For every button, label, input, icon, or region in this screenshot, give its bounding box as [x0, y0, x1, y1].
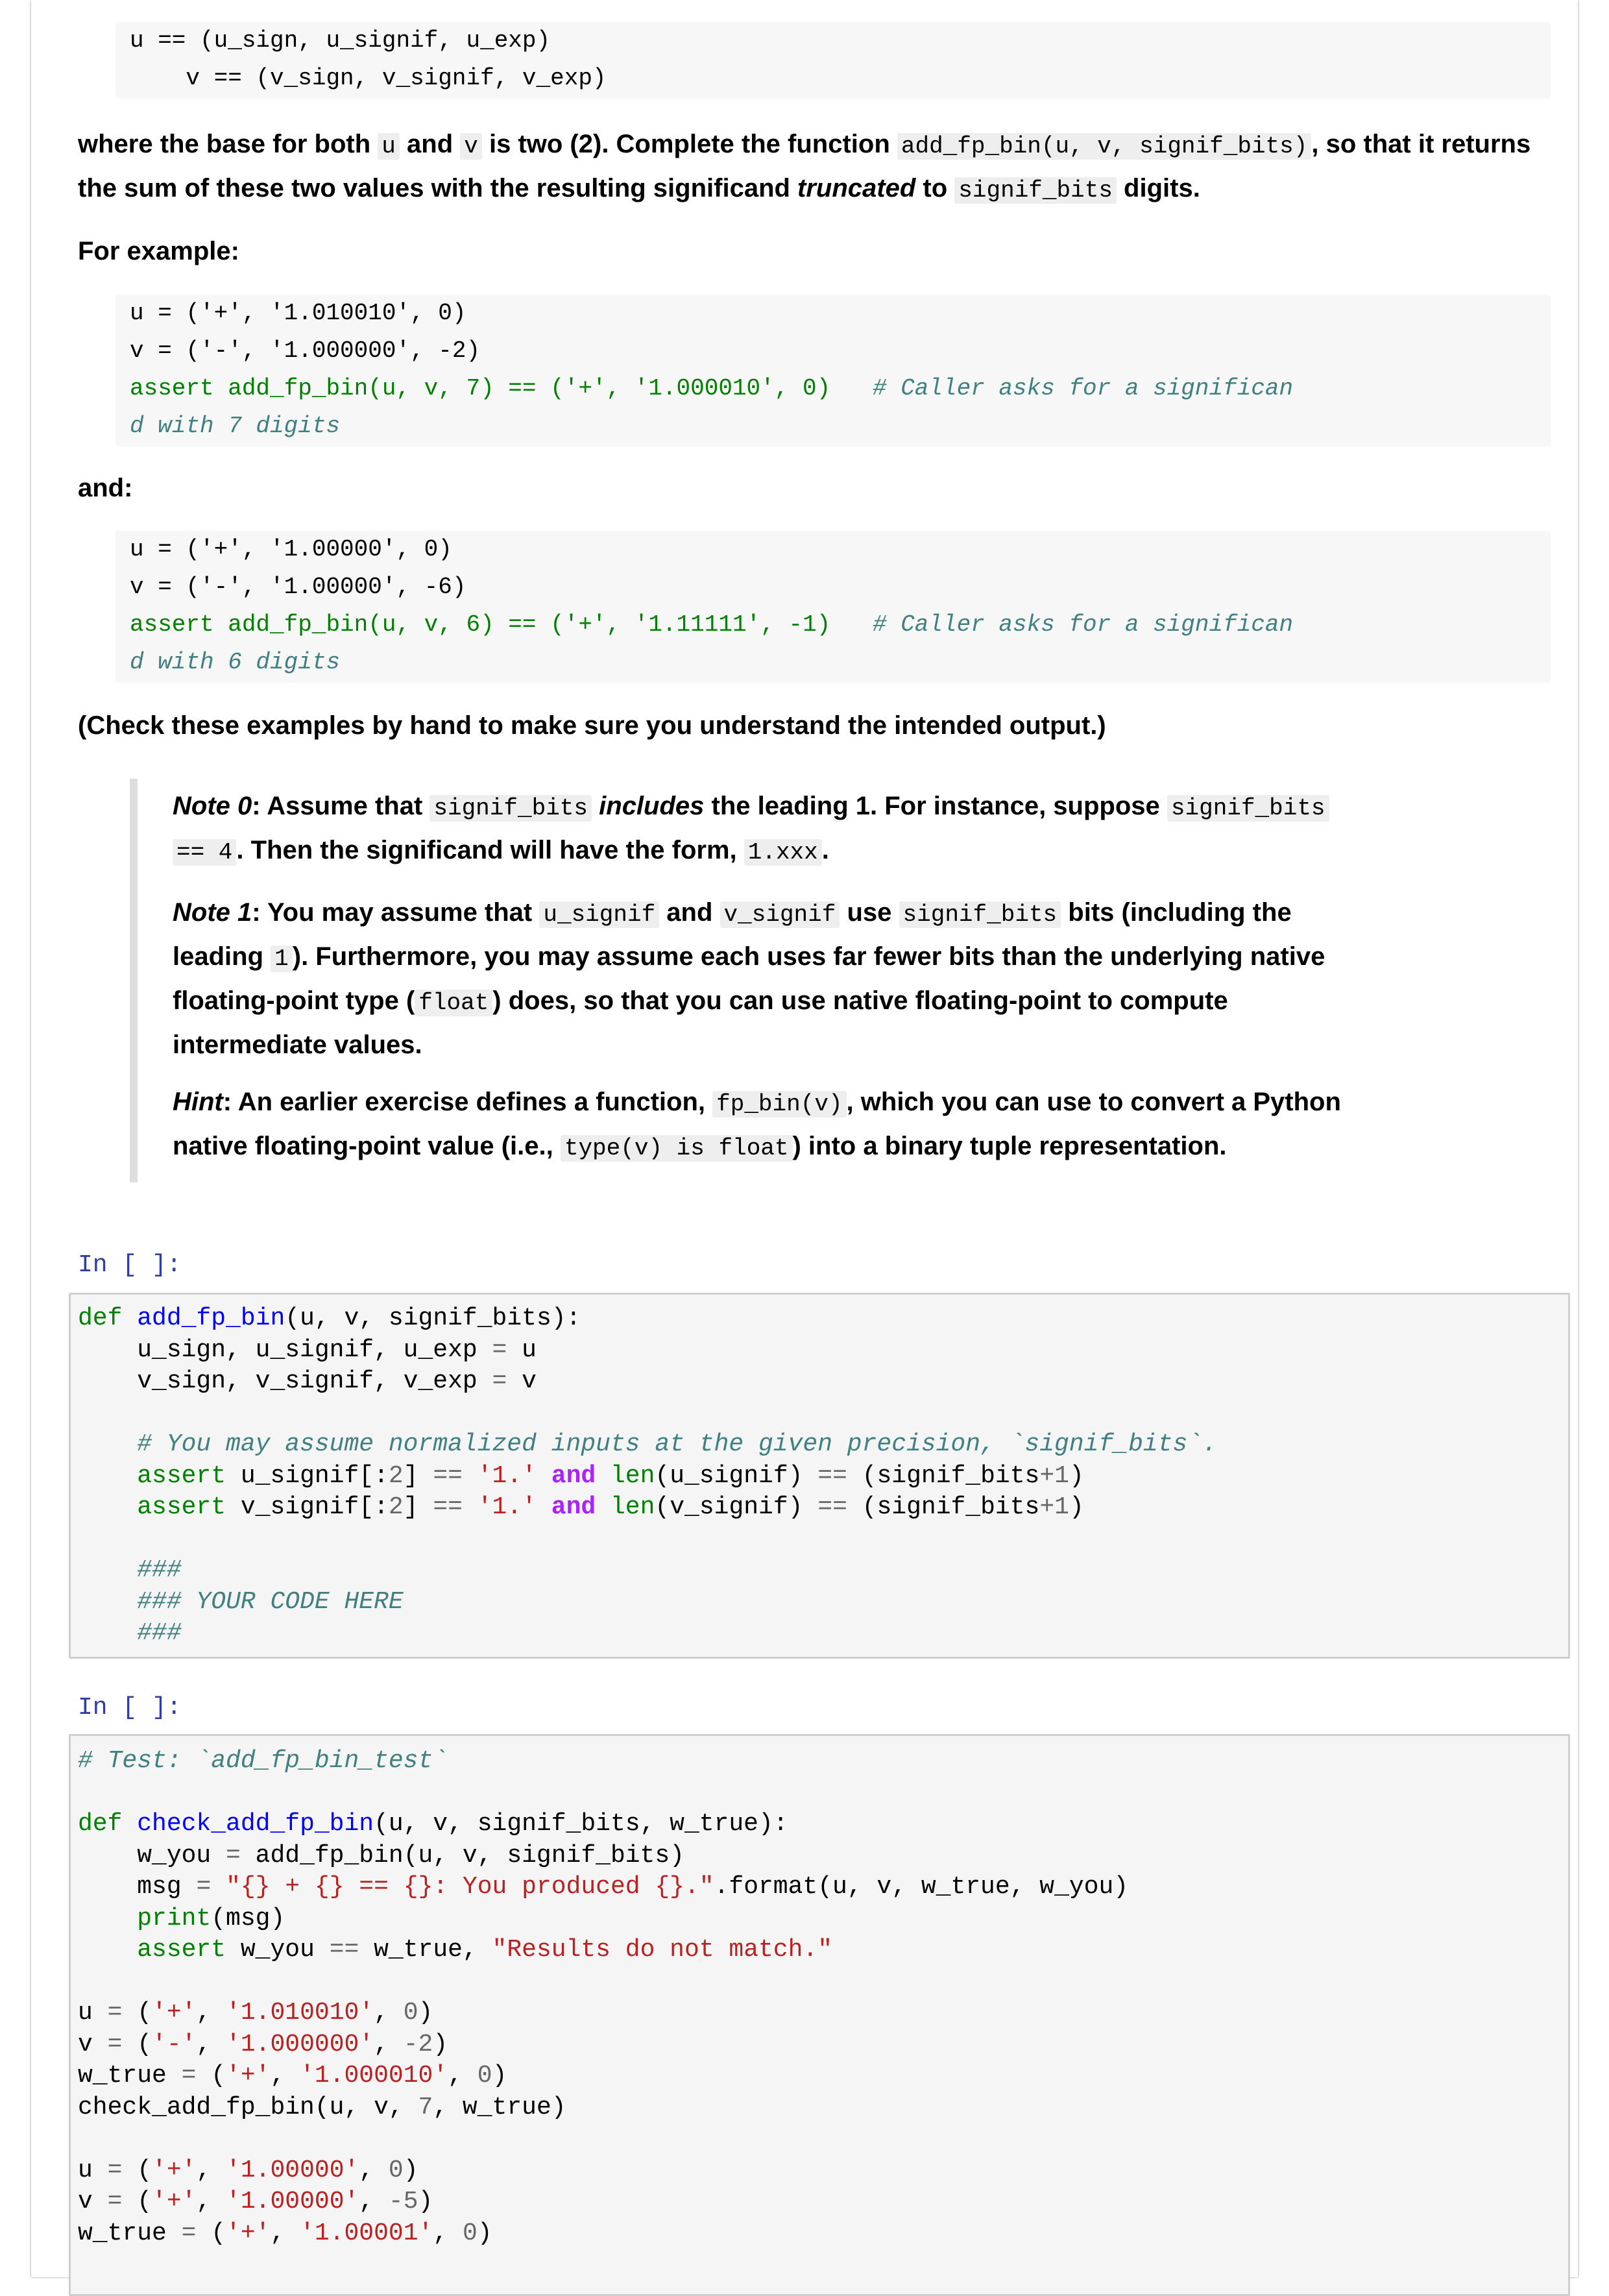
cell-1-prompt: In [ ]:: [78, 1251, 182, 1279]
for-example-label: For example:: [78, 237, 239, 265]
example-1-code: u = ('+', '1.010010', 0) v = ('-', '1.000000', -2) assert add_fp_bin(u, v, 7) == ('+', '1.000010', 0) # Caller asks for a significan d with 7 digits: [130, 300, 1294, 439]
inline-code-v: v: [460, 133, 482, 160]
task-description: where the base for both u and v is two (2). Complete the function add_fp_bin(u, v, signif_bits) , so that it returns the sum of these two values with the resulting significand truncated to signif_bits digits.: [78, 130, 1531, 204]
cell-2-code[interactable]: # Test: `add_fp_bin_test` def check_add_fp_bin(u, v, signif_bits, w_true): w_you = add_fp_bin(u, v, signif_bits) msg = "{} + {} == {}: You produced {}.".format(u, v, w_true, w_you) print(msg) assert w_you == w_true, "Results do not match." u = ('+', '1.010010', 0) v = ('-', '1.000000', -2) w_true = ('+', '1.000010', 0) check_add_fp_bin(u, v, 7, w_true) u = ('+', '1.00000', 0) v = ('+', '1.00000', -5) w_true = ('+', '1.00001', 0): [78, 1747, 1129, 2247]
inline-code-function: add_fp_bin(u, v, signif_bits): [897, 133, 1312, 160]
code-line: u == (u_sign, u_signif, u_exp): [130, 27, 551, 54]
cell-1-code[interactable]: def add_fp_bin(u, v, signif_bits): u_sign, u_signif, u_exp = u v_sign, v_signif, v_exp = v # You may assume normalized inputs at the given precision, `signif_bits`. assert u_signif[:2] == '1.' and len(u_signif) == (signif_bits+1) assert v_signif[:2] == '1.' and len(v_signif) == (signif_bits+1) ### ### YOUR CODE HERE ###: [78, 1304, 1217, 1647]
cell-2-prompt: In [ ]:: [78, 1694, 182, 1722]
notebook-page: [31, 0, 1578, 2277]
code-line: v == (v_sign, v_signif, v_exp): [130, 65, 607, 92]
example-2-code: u = ('+', '1.00000', 0) v = ('-', '1.00000', -6) assert add_fp_bin(u, v, 6) == ('+', '1.11111', -1) # Caller asks for a significan d with 6 digits: [130, 536, 1294, 676]
hint: Hint: An earlier exercise defines a function, fp_bin(v) , which you can use to convert a Python native floating-point value (i.e., type(v) is float ) into a binary tuple representation.: [173, 1088, 1341, 1162]
note-1: Note 1: You may assume that u_signif and v_signif use signif_bits bits (including the leading 1 ). Furthermore, you may assume each uses far fewer bits than the underlying native floating-point type ( float ) does, so that you can use native floating-point to compute intermediate values.: [173, 898, 1325, 1059]
note-0: Note 0: Assume that signif_bits includes the leading 1. For instance, suppose signif_bits == 4 . Then the significand will have the form, 1.xxx .: [173, 785, 1509, 873]
check-examples-note: (Check these examples by hand to make sure you understand the intended output.): [78, 711, 1106, 740]
signature-code-text: [130, 22, 607, 97]
inline-code-signif-bits: signif_bits: [954, 177, 1117, 204]
inline-code-u: u: [378, 133, 400, 160]
and-label: and:: [78, 474, 133, 502]
